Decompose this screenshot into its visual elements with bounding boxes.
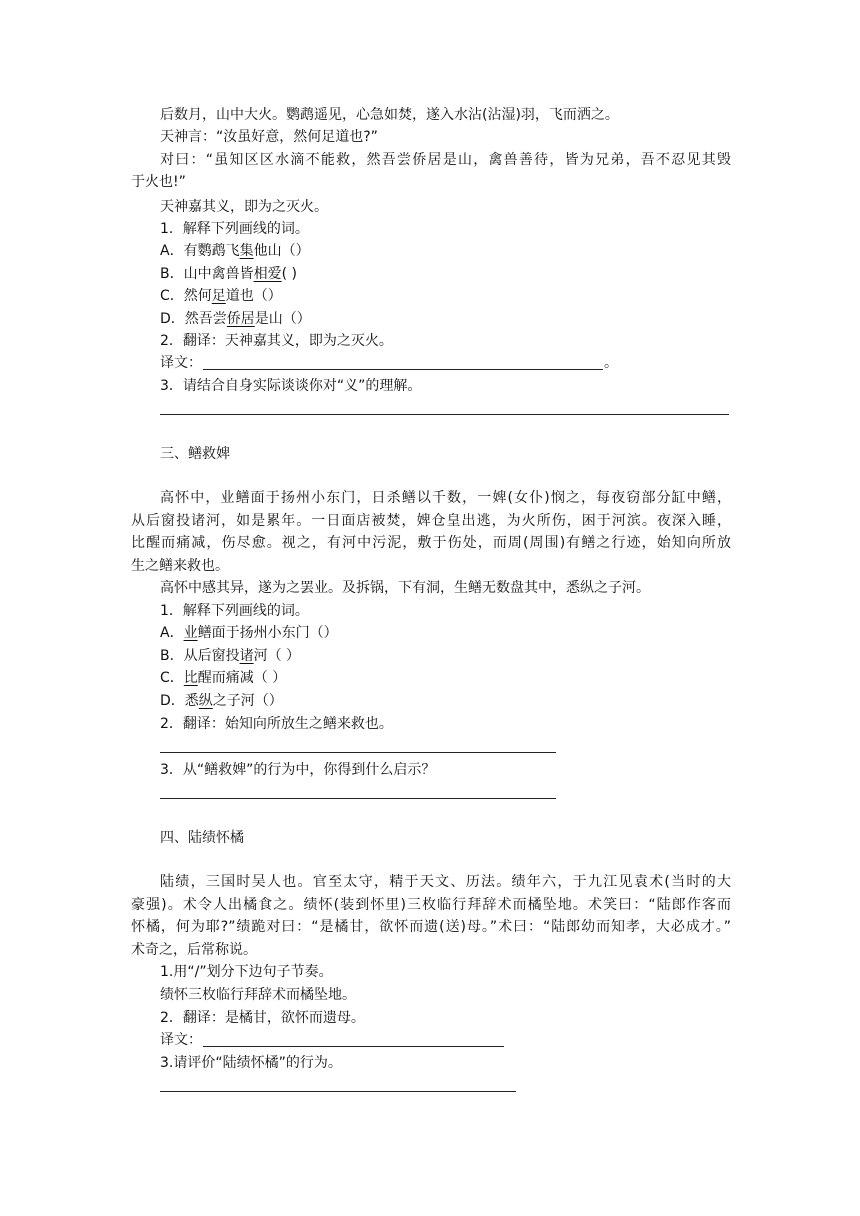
s3-option-d	[160, 691, 283, 711]
s3-paragraph-1b: 从后窗投诸河，如是累年。一日面店被焚，婢仓皇出逃，为火所伤，困于河滨。夜深入睡，	[131, 513, 731, 529]
s2-paragraph-2: 天神言：“汝虽好意，然何足道也?”	[160, 129, 378, 145]
s2-translation-answer-line[interactable]	[203, 369, 603, 370]
s4-heading: 四、陆绩怀橘	[160, 830, 244, 846]
s3-question-3: 3．从“鳝救婢”的行为中，你得到什么启示？	[160, 762, 436, 778]
s2-translation-label: 译文：	[160, 355, 202, 371]
s4-paragraph-1d: 术奇之，后常称说。	[131, 942, 257, 958]
s2-paragraph-3a: 对曰：“虽知区区水滴不能救，然吾尝侨居是山，禽兽善待，皆为兄弟，吾不忍见其毁	[160, 152, 731, 168]
s3-q2-answer-line[interactable]	[160, 752, 556, 753]
s2-option-a	[160, 241, 310, 261]
s3-q3-answer-line[interactable]	[160, 798, 556, 799]
option-suffix: 醒而痛减（ ）	[197, 670, 287, 686]
s4-question-1: 1.用“/”划分下边句子节奏。	[160, 964, 333, 980]
s3-paragraph-1c: 比醒而痛减，伤尽愈。视之，有河中污泥，敷于伤处，而周(周围)有鳝之行迹，始知向所放	[131, 535, 731, 551]
s2-question-3: 3．请结合自身实际谈谈你对“义”的理解。	[160, 378, 422, 394]
underlined-word: 诸	[239, 648, 254, 664]
s3-question-1: 1．解释下列画线的词。	[160, 603, 309, 619]
underlined-word: 纵	[198, 693, 213, 709]
s4-question-3: 3.请评价“陆绩怀橘”的行为。	[160, 1055, 342, 1071]
s2-option-d	[160, 309, 311, 329]
s3-paragraph-1d: 生之鳝来救也。	[131, 558, 229, 574]
s3-option-b	[160, 646, 300, 666]
s2-option-c	[160, 286, 282, 306]
s4-question-1-sentence: 绩怀三枚临行拜辞术而橘坠地。	[160, 987, 356, 1003]
s4-paragraph-1c: 怀橘，何为耶?”绩跪对曰：“是橘甘，欲怀而遗(送)母。”术曰：“陆郎幼而知孝，大必成才。”	[131, 919, 731, 935]
s3-paragraph-2: 高怀中感其异，遂为之罢业。及拆锅，下有洞，生鳝无数盘其中，悉纵之子河。	[160, 580, 650, 596]
s4-translation-label: 译文：	[160, 1032, 202, 1048]
s4-paragraph-1b: 豪强)。术令人出橘食之。绩怀(装到怀里)三枚临行拜辞术而橘坠地。术笑曰：“陆郎作客而	[131, 897, 731, 913]
s3-question-2: 2．翻译：始知向所放生之鳝来救也。	[160, 716, 393, 732]
s4-q3-answer-line[interactable]	[160, 1091, 516, 1092]
option-suffix: 鳝面于扬州小东门（）	[197, 625, 338, 641]
s2-question-1: 1．解释下列画线的词。	[160, 221, 309, 237]
option-prefix: A．有鹦鹉飞	[160, 243, 240, 259]
underlined-word: 侨居	[226, 311, 255, 327]
underlined-word: 比	[183, 670, 198, 686]
s3-option-c	[160, 668, 286, 688]
option-prefix: D．然吾尝	[160, 311, 227, 327]
option-prefix: D．悉	[160, 693, 199, 709]
underlined-word: 足	[211, 288, 226, 304]
option-prefix: C．	[160, 670, 184, 686]
option-suffix: 河（ ）	[253, 648, 301, 664]
s4-question-2: 2．翻译：是橘甘，欲怀而遗母。	[160, 1010, 365, 1026]
option-prefix: C．然何	[160, 288, 212, 304]
s4-translation-answer-line[interactable]	[203, 1046, 504, 1047]
option-prefix: A．	[160, 625, 184, 641]
s4-paragraph-1a: 陆绩，三国时吴人也。官至太守，精于天文、历法。绩年六，于九江见袁术(当时的大	[160, 874, 731, 890]
underlined-word: 相爱	[253, 266, 282, 282]
s3-option-a	[160, 623, 338, 643]
option-prefix: B．山中禽兽皆	[160, 266, 254, 282]
s3-paragraph-1a: 高怀中，业鳝面于扬州小东门，日杀鳝以千数，一婢(女仆)悯之，每夜窃部分缸中鳝，	[160, 490, 731, 506]
option-suffix: 道也（）	[225, 288, 282, 304]
option-suffix: 他山（）	[253, 243, 310, 259]
option-suffix: 之子河（）	[212, 693, 283, 709]
s2-question-2: 2．翻译：天神嘉其义，即为之灭火。	[160, 333, 393, 349]
underlined-word: 业	[183, 625, 198, 641]
s2-q3-answer-line[interactable]	[160, 414, 729, 415]
option-suffix: ( )	[281, 266, 297, 282]
s2-paragraph-4: 天神嘉其义，即为之灭火。	[160, 199, 328, 215]
s2-translation-period: 。	[604, 355, 618, 371]
s2-paragraph-1: 后数月，山中大火。鹦鹉遥见，心急如焚，遂入水沾(沾湿)羽，飞而洒之。	[160, 107, 619, 123]
option-suffix: 是山（）	[254, 311, 311, 327]
s2-paragraph-3b: 于火也!”	[131, 174, 186, 190]
underlined-word: 集	[239, 243, 254, 259]
option-prefix: B．从后窗投	[160, 648, 240, 664]
s2-option-b	[160, 264, 297, 284]
s3-heading: 三、鳝救婢	[160, 446, 230, 462]
